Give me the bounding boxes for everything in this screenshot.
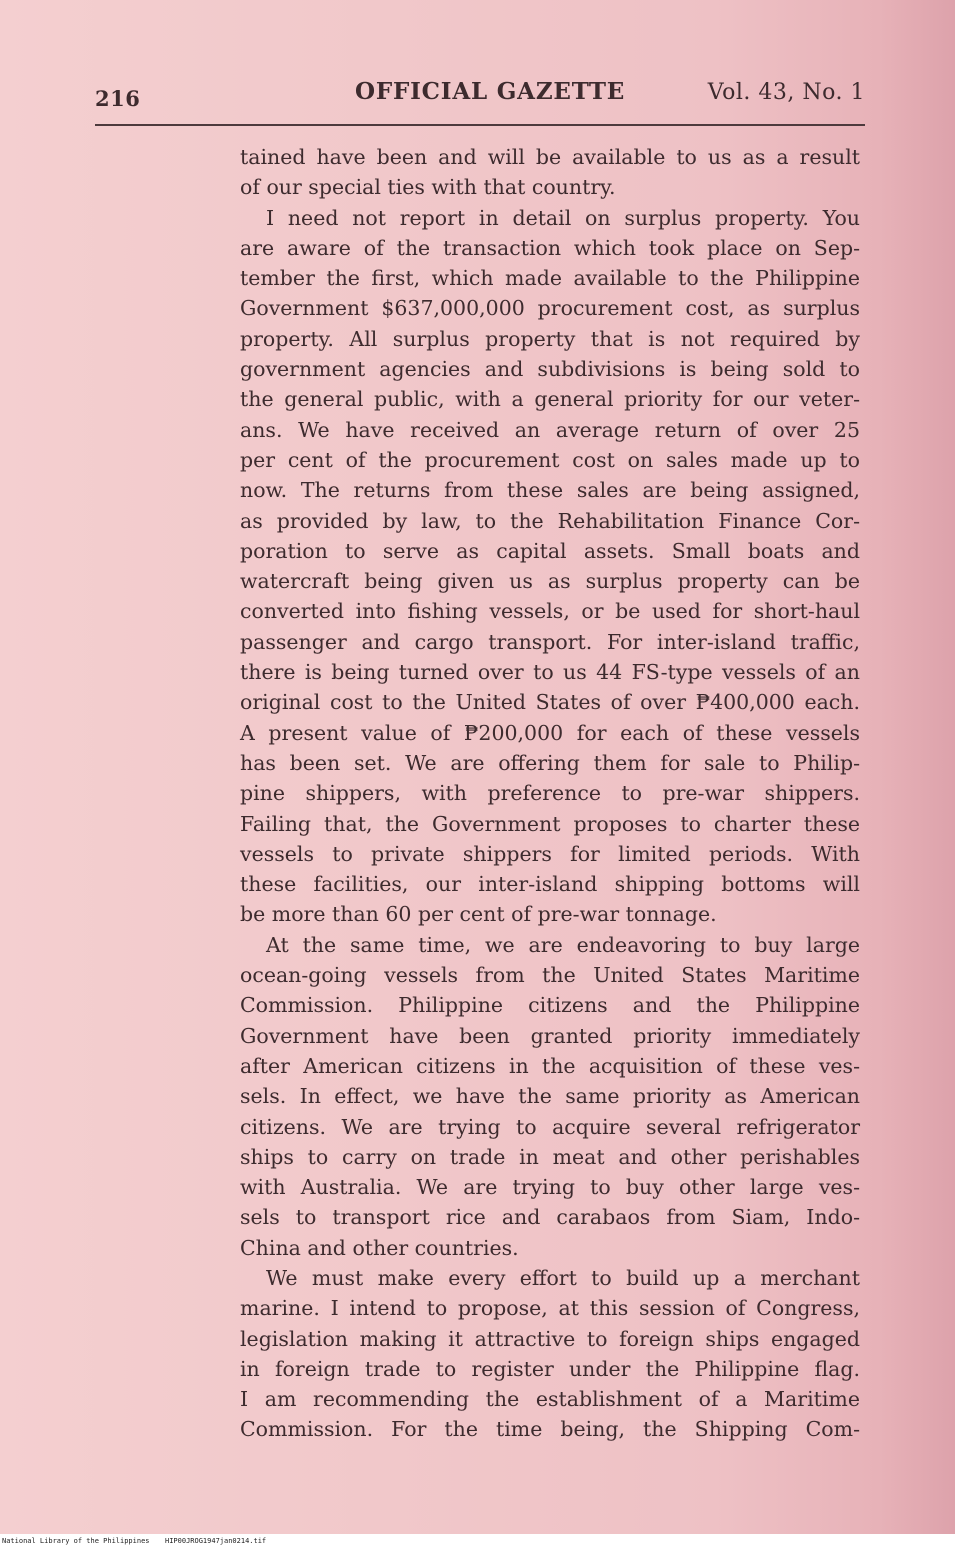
journal-title: OFFICIAL GAZETTE <box>355 78 626 105</box>
text-line: original cost to the United States of over ₱400,000 each. <box>240 690 860 715</box>
text-line: per cent of the procurement cost on sales made up to <box>240 447 860 472</box>
text-line: the general public, with a general priority for our veter- <box>240 387 860 412</box>
text-line: now. The returns from these sales are being assigned, <box>240 478 860 503</box>
text-line: sels. In effect, we have the same priority as American <box>240 1084 860 1109</box>
text-line: watercraft being given us as surplus property can be <box>240 569 860 594</box>
footer-file-name: HIP00JROG1947jan0214.tif <box>165 1537 267 1545</box>
text-line: of our special ties with that country. <box>240 175 616 200</box>
paragraph-start: I need not report in detail on surplus property. You <box>266 205 860 230</box>
text-line: Government $637,000,000 procurement cost, as surplus <box>240 296 860 321</box>
running-header <box>95 78 865 114</box>
text-line: ans. We have received an average return of over 25 <box>240 417 860 442</box>
page-number: 216 <box>95 86 141 111</box>
paragraph-start: At the same time, we are endeavoring to buy large <box>266 932 860 957</box>
text-line: vessels to private shippers for limited periods. With <box>240 841 860 866</box>
text-line: these facilities, our inter-island shipping bottoms will <box>240 872 860 897</box>
paragraph-start: We must make every effort to build up a merchant <box>266 1265 860 1290</box>
text-line: tained have been and will be available to us as a result <box>240 145 860 169</box>
text-line: property. All surplus property that is not required by <box>240 326 860 351</box>
text-line: in foreign trade to register under the Philippine flag. <box>240 1356 860 1381</box>
text-line: with Australia. We are trying to buy other large ves- <box>240 1175 860 1200</box>
text-line: Commission. Philippine citizens and the Philippine <box>240 993 860 1018</box>
text-line: as provided by law, to the Rehabilitation Finance Cor- <box>240 508 860 533</box>
text-line: has been set. We are offering them for sale to Philip- <box>240 750 860 775</box>
text-line: converted into fishing vessels, or be used for short-haul <box>240 599 860 624</box>
text-line: pine shippers, with preference to pre-war shippers. <box>240 781 860 806</box>
text-line: I am recommending the establishment of a Maritime <box>240 1387 860 1412</box>
issue-label: Vol. 43, No. 1 <box>707 80 865 105</box>
text-line: citizens. We are trying to acquire several refrigerator <box>240 1114 860 1139</box>
text-line: sels to transport rice and carabaos from Siam, Indo- <box>240 1205 860 1230</box>
text-line: poration to serve as capital assets. Small boats and <box>240 538 860 563</box>
text-line: passenger and cargo transport. For inter-island traffic, <box>240 629 860 654</box>
text-line: government agencies and subdivisions is being sold to <box>240 357 860 382</box>
text-line: there is being turned over to us 44 FS-type vessels of an <box>240 660 860 685</box>
text-line: legislation making it attractive to foreign ships engaged <box>240 1326 860 1351</box>
text-line: ships to carry on trade in meat and other perishables <box>240 1144 860 1169</box>
text-line: A present value of ₱200,000 for each of these vessels <box>240 720 860 745</box>
text-line: ocean-going vessels from the United States Maritime <box>240 963 860 988</box>
text-line: marine. I intend to propose, at this session of Congress, <box>240 1296 860 1321</box>
text-line: after American citizens in the acquisition of these ves- <box>240 1053 860 1078</box>
body-text <box>240 142 860 1445</box>
text-line: Commission. For the time being, the Shipping Com- <box>240 1417 860 1442</box>
text-line: Government have been granted priority immediately <box>240 1023 860 1048</box>
text-line: tember the first, which made available to the Philippine <box>240 266 860 291</box>
text-line: China and other countries. <box>240 1235 519 1260</box>
scan-footer <box>0 1534 955 1548</box>
footer-library-credit: National Library of the Philippines <box>2 1537 150 1545</box>
text-line: are aware of the transaction which took place on Sep- <box>240 235 860 260</box>
text-line: be more than 60 per cent of pre-war tonnage. <box>240 902 717 927</box>
header-rule <box>95 124 865 126</box>
text-line: Failing that, the Government proposes to charter these <box>240 811 860 836</box>
